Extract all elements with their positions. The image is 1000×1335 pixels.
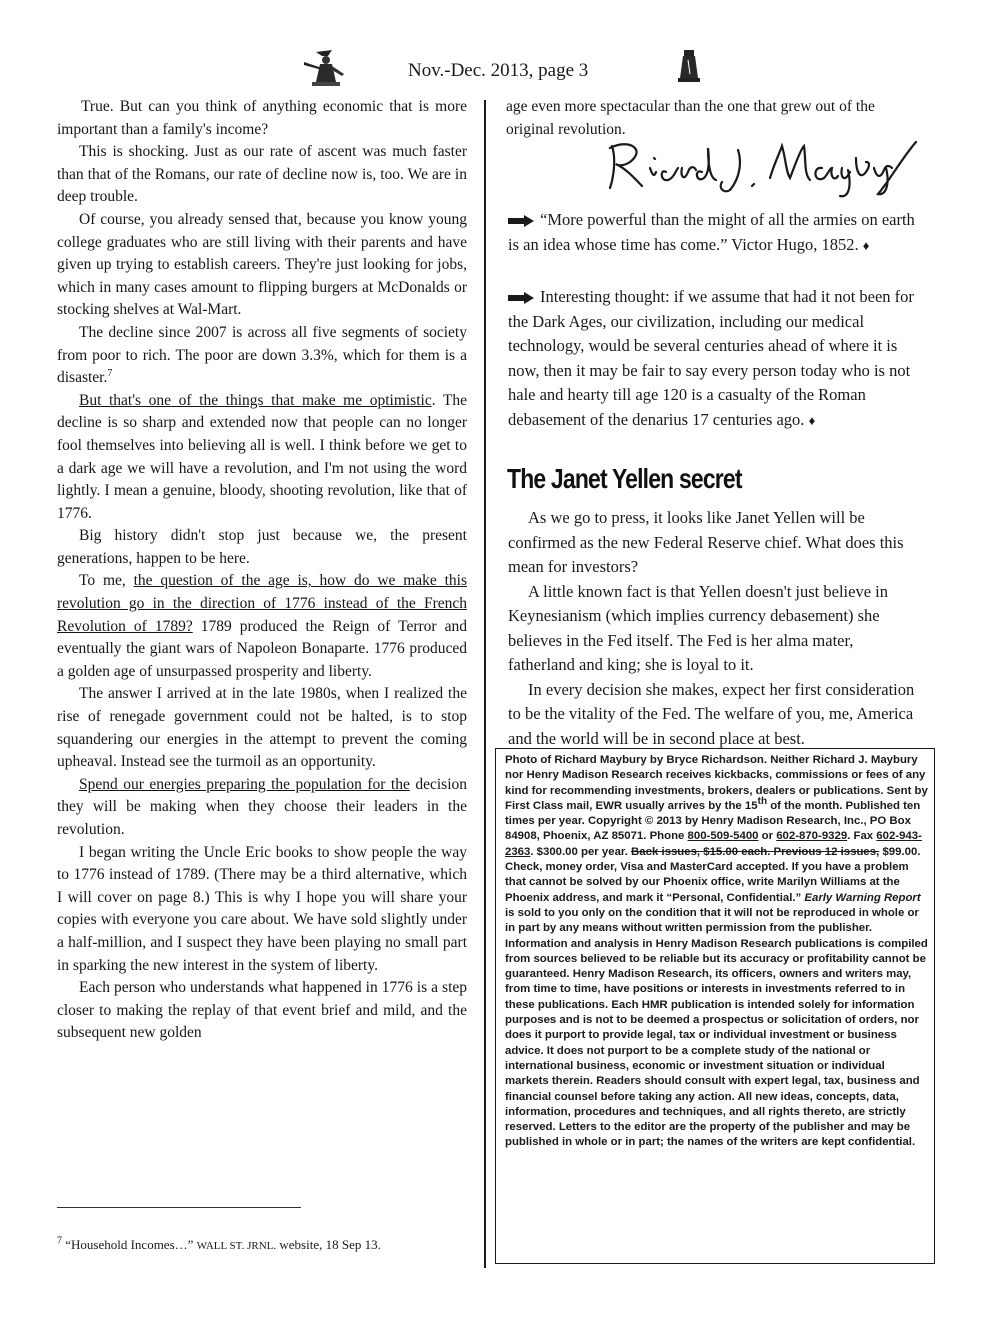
underlined-text: the question of the age is, how do we make this revolution go in the direction of 1776 instead of the French Revolution of 1789?: [57, 572, 467, 635]
footnote-source: WALL ST. JRNL.: [196, 1240, 277, 1252]
paragraph: [57, 322, 467, 390]
page-header-text: Nov.-Dec. 2013, page 3: [408, 60, 589, 81]
quote-paragraph: [508, 208, 918, 258]
paragraph: Each person who understands what happened in 1776 is a step closer to making the replay of that event brief and mild, and the subsequent new golden: [57, 979, 467, 1042]
paragraph-text: The decline since 2007 is across all five segments of society from poor to rich. The poor are down 3.3%, which for them is a disaster.: [57, 323, 467, 387]
disclaimer-text: of the month. Published ten times per year. Copyright © 2013 by Henry Madison Research, Inc., PO Box 84908, Phoenix, AZ 85071. Phone: [505, 799, 921, 843]
fax-number: 602-943-2363: [505, 830, 922, 858]
column-divider: [484, 100, 486, 1268]
arrow-bullet-icon: [508, 215, 534, 227]
disclaimer-text: $99.00. Check, money order, Visa and MasterCard accepted. If you have a problem that cannot be solved by our Phoenix office, write Marilyn Williams at the Phoenix address, and mark it “Personal, Confidential.”: [505, 845, 921, 904]
paragraph-text: To me,: [79, 572, 134, 590]
signature-image: [590, 128, 920, 198]
minuteman-icon: [302, 48, 348, 88]
paragraph: The answer I arrived at in the late 1980s, when I realized the rise of renegade government could not be halted, is to stop squandering our energies in the attempt to prevent the coming upheaval. Instead see the turmoil as an opportunity.: [57, 685, 467, 771]
thought-block: [508, 285, 918, 433]
disclaimer-price: . $300.00 per year.: [530, 845, 632, 858]
paragraph: I began writing the Uncle Eric books to show people the way to 1776 instead of 1789. (There may be a third alternative, which I will cover on page 8.) This is why I hope you will share your copies with everyone you care about. We have sold slightly under a half-million, and I suspect they have been playing no small part in sparking the new interest in the system of liberty.: [57, 843, 467, 974]
page-header: [0, 48, 1000, 88]
yellen-article: [508, 506, 918, 751]
paragraph: [57, 570, 467, 683]
underlined-text: Spend our energies preparing the population for the: [79, 775, 410, 793]
footnote-rest: website, 18 Sep 13.: [279, 1237, 381, 1252]
disclaimer-text: is sold to you only on the condition that it will not be reproduced in whole or in part by any means without written permission from the publisher. Information and analysis in Henry Madison Research publications is compiled from sources believed to be reliable but its accuracy or profitability cannot be guaranteed. Henry Madison Research, its officers, owners and writers may, from time to time, have positions or interests in investments referred to in these publications. Each HMR publication is intended solely for information purposes and is not to be deemed a prospectus or solicitation of orders, nor does it purport to provide legal, tax or individual investment or business advice. It does not purport to be a complete study of the national or international business, economic or investment situation or individual markets therein. Readers should consult with expert legal, tax, business and financial counsel before taking any action. All new ideas, concepts, data, information, procedures and techniques, and all rights thereto, are strictly reserved. Letters to the editor are the property of the publisher and may be published in whole or in part; the names of the writers are kept confidential.: [505, 906, 928, 1149]
disclaimer-box: [495, 748, 935, 1264]
struck-text: Back issues, $15.00 each. Previous 12 issues,: [631, 845, 880, 858]
paragraph: Of course, you already sensed that, because you know young college graduates who are still living with their parents and have given up trying to establish careers. They're just looking for jobs, which in many cases amount to flipping burgers at McDonalds or stocking shelves at Wal-Mart.: [57, 210, 467, 319]
footnote-number: 7: [57, 1235, 62, 1247]
diamond-icon: ♦: [862, 237, 870, 253]
phone-number: 800-509-5400: [687, 830, 759, 843]
paragraph: As we go to press, it looks like Janet Yellen will be confirmed as the new Federal Reserve chief. What does this mean for investors?: [508, 508, 904, 576]
quote-block: [508, 208, 918, 258]
footnote: [57, 1237, 477, 1253]
paragraph: Big history didn't stop just because we, the present generations, happen to be here.: [57, 527, 467, 567]
paragraph: A little known fact is that Yellen doesn't just believe in Keynesianism (which implies currency debasement) she believes in the Fed itself. The Fed is her alma mater, fatherland and king; she is loyal to it.: [508, 581, 888, 674]
left-column: [57, 96, 467, 1045]
section-title: The Janet Yellen secret: [507, 463, 742, 494]
paragraph: This is shocking. Just as our rate of ascent was much faster than that of the Romans, our rate of decline now is, too. We are in deep trouble.: [57, 143, 467, 206]
footnote-rule: [57, 1207, 301, 1208]
paragraph: [57, 390, 467, 526]
phone-number: 602-870-9329: [776, 830, 848, 843]
arrow-bullet-icon: [508, 292, 534, 304]
disclaimer-sup: th: [757, 796, 768, 808]
liberty-bell-icon: [676, 48, 702, 88]
paragraph: In every decision she makes, expect her first consideration to be the vitality of the Fed. The welfare of you, me, America and the world will be in second place at best.: [508, 679, 915, 748]
thought-text: Interesting thought: if we assume that had it not been for the Dark Ages, our civilization, including our medical technology, would be several centuries ahead of where it is now, then it may be fair to say every person today who is not hale and hearty till age 120 is a casualty of the Roman debasement of the denarius 17 centuries ago.: [508, 287, 914, 429]
paragraph: age even more spectacular than the one that grew out of the original revolution.: [506, 98, 875, 138]
footnote-text: “Household Incomes…”: [65, 1237, 194, 1252]
paragraph: True. But can you think of anything economic that is more important than a family's income?: [57, 98, 467, 138]
underlined-text: But that's one of the things that make me optimistic: [79, 391, 432, 409]
paragraph-text: . The decline is so sharp and extended now that people can no longer fool themselves into believing all is well. I think before we get to a dark age we will have a revolution, and I'm not using the word lightly. I mean a genuine, bloody, shooting revolution, like that of 1776.: [57, 391, 467, 522]
paragraph-text: 1789 produced the Reign of Terror and eventually the giant wars of Napoleon Bonaparte. 1776 produced a golden age of unsurpassed prosperity and liberty.: [57, 617, 467, 680]
paragraph-text: decision they will be making when they choose their leaders in the revolution.: [57, 775, 468, 838]
disclaimer-text: Photo of Richard Maybury by Bryce Richardson. Neither Richard J. Maybury nor Henry Madison Research receives kickbacks, commissions or fees of any kind for recommending investments, brokers, dealers or publications. Sent by First Class mail, EWR usually arrives by the 15: [505, 754, 928, 812]
thought-paragraph: [508, 285, 918, 433]
disclaimer-text: or: [758, 830, 777, 843]
paragraph: [57, 774, 467, 842]
publication-name: Early Warning Report: [804, 891, 921, 904]
disclaimer-text: . Fax: [847, 830, 877, 843]
quote-text: “More powerful than the might of all the armies on earth is an idea whose time has come.” Victor Hugo, 1852.: [508, 210, 915, 254]
footnote-reference: 7: [107, 367, 113, 379]
diamond-icon: ♦: [808, 412, 816, 428]
